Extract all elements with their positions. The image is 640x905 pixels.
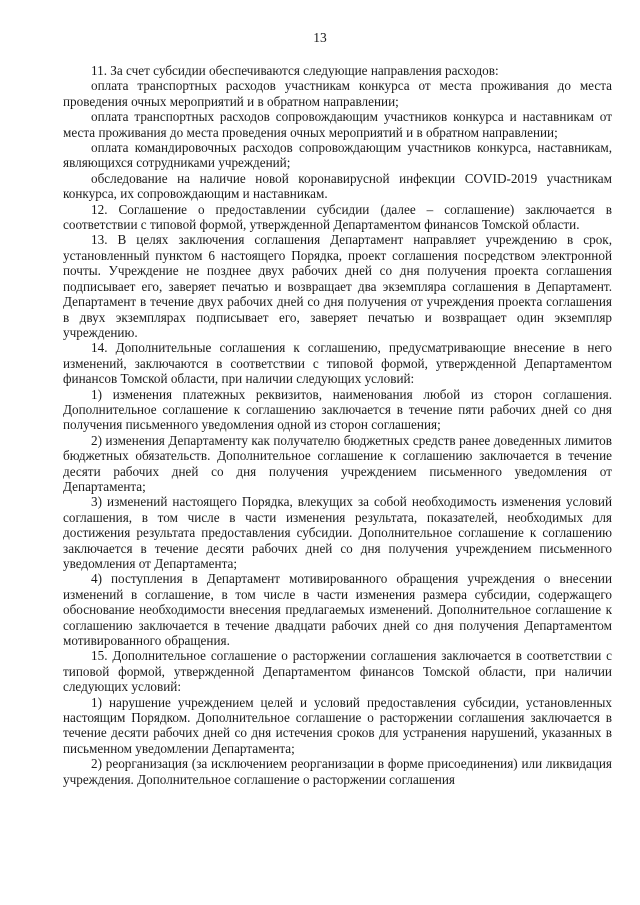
paragraph-11-intro: 11. За счет субсидии обеспечиваются следующие направления расходов:: [91, 63, 499, 78]
page-number: 13: [313, 30, 327, 45]
paragraph-11-item-transport-participants: оплата транспортных расходов участникам конкурса от места проживания до места проведения очных мероприятий и в обратном направлении;: [63, 78, 612, 109]
paragraph-11-item-covid-test: обследование на наличие новой коронавирусной инфекции COVID-2019 участникам конкурса, их сопровождающим и наставникам.: [63, 170, 612, 202]
paragraph-11-item-travel-expenses: оплата командировочных расходов сопровождающим участников конкурса, наставникам, являющихся сотрудниками учреждений;: [63, 140, 612, 171]
paragraph-14-item-3: 3) изменений настоящего Порядка, влекущих за собой необходимость изменения условий соглашения, в том числе в части изменения результата, показателей, необходимых для достижения результата предоставления субсидии. Дополнительное соглашение к соглашению заключается в течение десяти рабочих дней со дня получения учреждением письменного уведомления от Департамента;: [63, 494, 612, 571]
document-body: [63, 63, 612, 787]
paragraph-15-item-2: 2) реорганизация (за исключением реорганизации в форме присоединения) или ликвидация учреждения. Дополнительное соглашение о расторжении соглашения: [63, 756, 612, 787]
paragraph-12: 12. Соглашение о предоставлении субсидии (далее – соглашение) заключается в соответствии с типовой формой, утвержденной Департаментом финансов Томской области.: [63, 201, 612, 233]
paragraph-14-item-4: 4) поступления в Департамент мотивированного обращения учреждения о внесении изменений в соглашение, в том числе в части изменения размера субсидии, содержащего обоснование необходимости внесения предлагаемых изменений. Дополнительное соглашение к соглашению заключается в течение двадцати рабочих дней со дня получения Департаментом мотивированного обращения.: [63, 571, 612, 649]
paragraph-15-intro: 15. Дополнительное соглашение о расторжении соглашения заключается в соответствии с типовой формой, утвержденной Департаментом финансов Томской области, при наличии следующих условий:: [63, 648, 612, 695]
paragraph-14-item-2: 2) изменения Департаменту как получателю бюджетных средств ранее доведенных лимитов бюджетных обязательств. Дополнительное соглашение к соглашению заключается в течение десяти рабочих дней со дня получения учреждением письменного уведомления от Департамента;: [63, 432, 612, 494]
paragraph-11-item-transport-escorts: оплата транспортных расходов сопровождающим участников конкурса и наставникам от места проживания до места проведения очных мероприятий и в обратном направлении;: [63, 109, 612, 140]
paragraph-14-item-1: 1) изменения платежных реквизитов, наименования любой из сторон соглашения. Дополнительное соглашение к соглашению заключается в течение пяти рабочих дней со дня получения письменного уведомления одной из сторон соглашения;: [63, 386, 612, 433]
paragraph-14-intro: 14. Дополнительные соглашения к соглашению, предусматривающие внесение в него изменений, заключаются в соответствии с типовой формой, утвержденной Департаментом финансов Томской области, при наличии следующих условий:: [63, 340, 612, 387]
paragraph-15-item-1: 1) нарушение учреждением целей и условий предоставления субсидии, установленных настоящим Порядком. Дополнительное соглашение о расторжении соглашения заключается в течение десяти рабочих дней со дня истечения сроков для устранения нарушений, указанных в письменном уведомлении Департамента;: [63, 694, 612, 756]
paragraph-13: 13. В целях заключения соглашения Департамент направляет учреждению в срок, установленный пунктом 6 настоящего Порядка, проект соглашения посредством электронной почты. Учреждение не позднее двух рабочих дней со дня получения проекта соглашения подписывает его, заверяет печатью и возвращает два экземпляра соглашения в Департамент. Департамент в течение двух рабочих дней со дня получения от учреждения проекта соглашения в двух экземплярах подписывает его, заверяет печатью и возвращает один экземпляр учреждению.: [63, 232, 612, 340]
